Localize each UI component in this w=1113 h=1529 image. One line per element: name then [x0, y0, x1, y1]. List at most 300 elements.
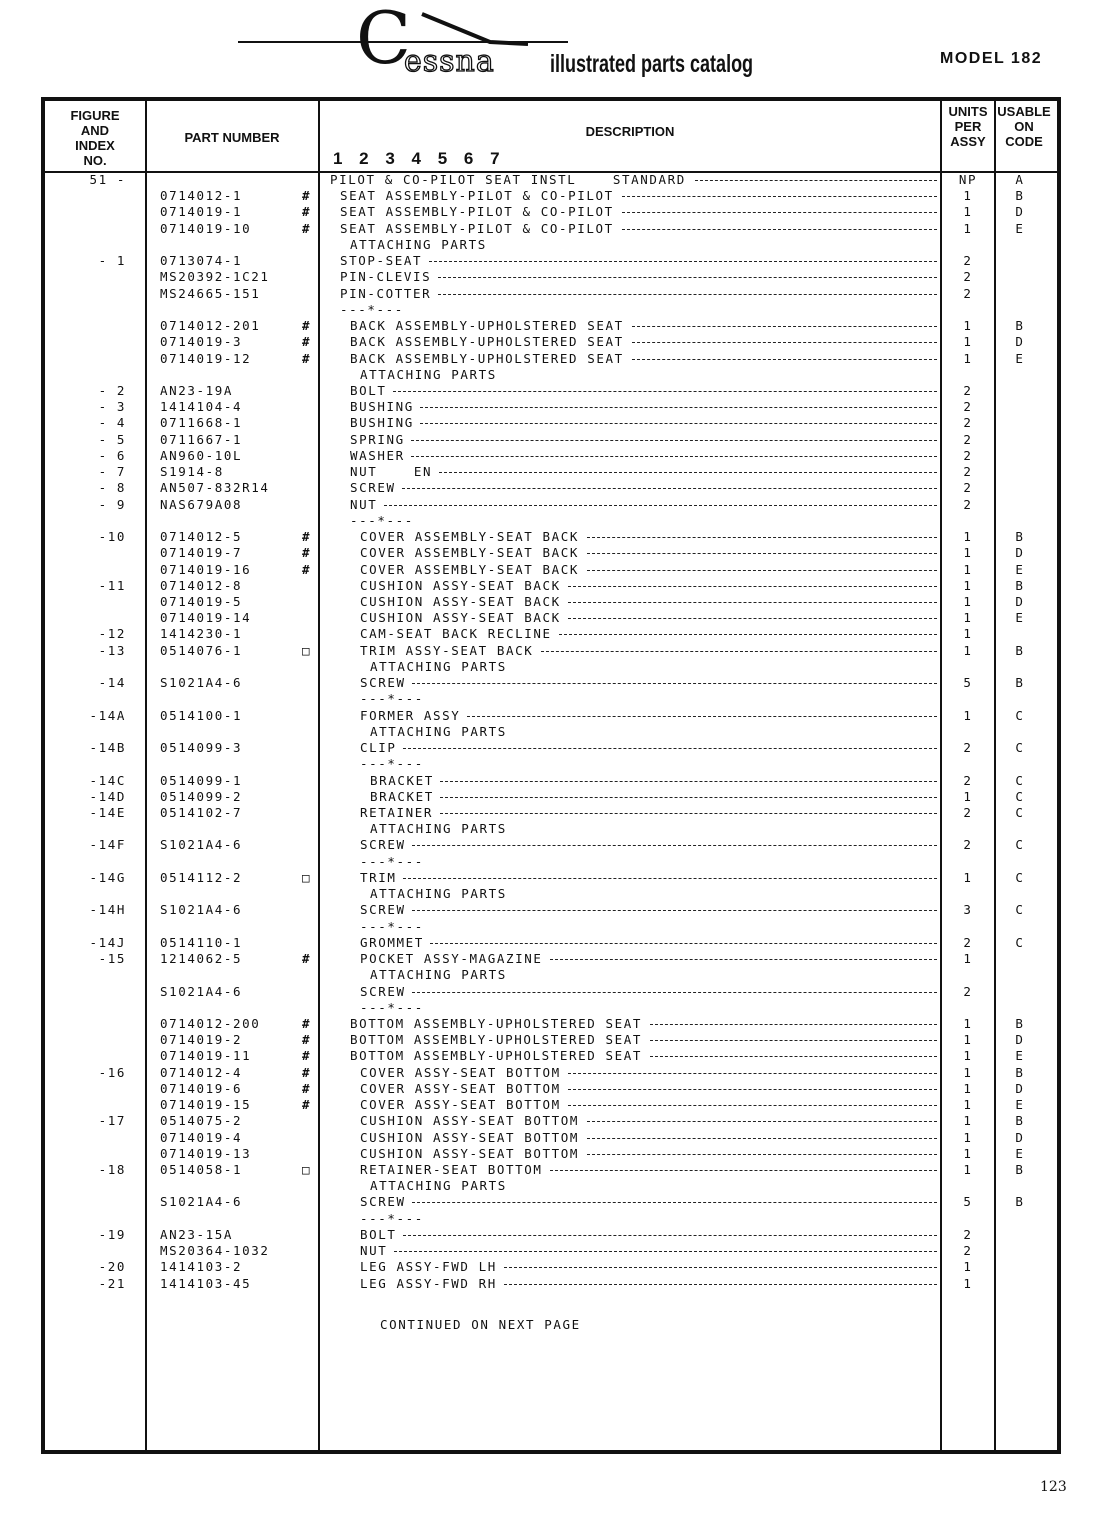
- part-number: 0714012-4: [160, 1064, 243, 1080]
- leader-dashes: [650, 1056, 937, 1057]
- usable-on-code: E: [1015, 1097, 1025, 1113]
- part-description: ATTACHING PARTS: [370, 886, 507, 902]
- part-number: S1021A4-6: [160, 983, 243, 999]
- part-number: 0514075-2: [160, 1113, 243, 1129]
- part-number: 0714019-2: [160, 1032, 243, 1048]
- units-per-assy: 2: [963, 431, 973, 447]
- figure-index: - 7: [98, 464, 126, 480]
- part-number: S1914-8: [160, 464, 224, 480]
- col-header-description: DESCRIPTION: [585, 124, 675, 139]
- part-description: SPRING: [350, 431, 405, 447]
- part-number: S1021A4-6: [160, 1194, 243, 1210]
- units-per-assy: 2: [963, 269, 973, 285]
- part-description: SEAT ASSEMBLY-PILOT & CO-PILOT: [340, 188, 614, 204]
- usable-on-code: C: [1015, 707, 1025, 723]
- leader-dashes: [568, 1089, 937, 1090]
- figure-index: -10: [98, 529, 126, 545]
- part-number: MS24665-151: [160, 285, 261, 301]
- part-description: RETAINER: [360, 804, 434, 820]
- units-per-assy: 2: [963, 804, 973, 820]
- col-header-units: UNITS PER ASSY: [948, 104, 988, 149]
- part-number: 1214062-5: [160, 951, 243, 967]
- figure-index: -13: [98, 642, 126, 658]
- figure-index: -14D: [89, 788, 126, 804]
- part-number: MS20364-1032: [160, 1243, 270, 1259]
- part-marker: □: [302, 1162, 312, 1178]
- leader-dashes: [420, 423, 937, 424]
- cessna-swoosh-icon: [420, 12, 530, 46]
- part-description: PILOT & CO-PILOT SEAT INSTL STANDARD: [330, 172, 686, 187]
- figure-index: - 2: [98, 382, 126, 398]
- cessna-logo-initial: C: [356, 0, 412, 80]
- figure-index: - 9: [98, 496, 126, 512]
- leader-dashes: [622, 229, 937, 230]
- usable-on-code: B: [1015, 1113, 1025, 1129]
- part-marker: #: [302, 204, 312, 220]
- part-description: ATTACHING PARTS: [370, 821, 507, 837]
- leader-dashes: [568, 1105, 937, 1106]
- leader-dashes: [429, 261, 937, 262]
- part-number: 0714012-201: [160, 318, 261, 334]
- leader-dashes: [420, 407, 937, 408]
- part-description: SEAT ASSEMBLY-PILOT & CO-PILOT: [340, 220, 614, 236]
- units-per-assy: 1: [963, 350, 973, 366]
- figure-index: - 1: [98, 253, 126, 269]
- part-description: ---*---: [360, 999, 424, 1015]
- part-description: BOTTOM ASSEMBLY-UPHOLSTERED SEAT: [350, 1015, 643, 1031]
- usable-on-code: D: [1015, 1032, 1025, 1048]
- part-description: FORMER ASSY: [360, 707, 461, 723]
- leader-dashes: [587, 570, 937, 571]
- leader-dashes: [632, 342, 937, 343]
- part-description: BOLT: [350, 382, 387, 398]
- units-per-assy: 1: [963, 1129, 973, 1145]
- part-number: 0713074-1: [160, 253, 243, 269]
- part-number: 0714019-14: [160, 610, 252, 626]
- usable-on-code: D: [1015, 334, 1025, 350]
- leader-dashes: [402, 488, 937, 489]
- part-description: WASHER: [350, 447, 405, 463]
- leader-dashes: [632, 359, 937, 360]
- part-description: LEG ASSY-FWD LH: [360, 1259, 497, 1275]
- units-per-assy: 2: [963, 253, 973, 269]
- part-number: 0714019-13: [160, 1145, 252, 1161]
- leader-dashes: [504, 1284, 937, 1285]
- units-per-assy: NP: [958, 172, 978, 187]
- usable-on-code: B: [1015, 318, 1025, 334]
- part-number: 1414230-1: [160, 626, 243, 642]
- figure-index: -14: [98, 675, 126, 691]
- part-description: PIN-CLEVIS: [340, 269, 432, 285]
- part-description: SCREW: [360, 837, 406, 853]
- part-description: ---*---: [360, 756, 424, 772]
- units-per-assy: 2: [963, 447, 973, 463]
- catalog-subtitle: illustrated parts catalog: [550, 50, 754, 78]
- leader-dashes: [438, 294, 937, 295]
- figure-index: - 3: [98, 399, 126, 415]
- part-description: BRACKET: [370, 772, 434, 788]
- units-per-assy: 2: [963, 496, 973, 512]
- leader-dashes: [412, 1202, 937, 1203]
- part-description: ---*---: [350, 512, 414, 528]
- part-description: ---*---: [360, 853, 424, 869]
- leader-dashes: [412, 910, 937, 911]
- part-marker: #: [302, 334, 312, 350]
- usable-on-code: D: [1015, 545, 1025, 561]
- part-number: 0714012-1: [160, 188, 243, 204]
- part-description: CAM-SEAT BACK RECLINE: [360, 626, 552, 642]
- units-per-assy: 1: [963, 642, 973, 658]
- part-number: 0714019-5: [160, 593, 243, 609]
- part-marker: #: [302, 1097, 312, 1113]
- usable-on-code: D: [1015, 593, 1025, 609]
- figure-index: -14J: [89, 934, 126, 950]
- leader-dashes: [587, 1154, 937, 1155]
- part-marker: #: [302, 1015, 312, 1031]
- part-number: 0514099-2: [160, 788, 243, 804]
- figure-index: -16: [98, 1064, 126, 1080]
- part-number: 0514110-1: [160, 934, 243, 950]
- figure-index: 51 -: [89, 172, 126, 187]
- leader-dashes: [403, 1235, 937, 1236]
- part-description: SCREW: [350, 480, 396, 496]
- units-per-assy: 2: [963, 1226, 973, 1242]
- part-number: 0514102-7: [160, 804, 243, 820]
- part-description: ---*---: [360, 918, 424, 934]
- units-per-assy: 2: [963, 983, 973, 999]
- units-per-assy: 5: [963, 675, 973, 691]
- part-marker: #: [302, 529, 312, 545]
- usable-on-code: C: [1015, 837, 1025, 853]
- part-description: CLIP: [360, 740, 397, 756]
- part-marker: #: [302, 1032, 312, 1048]
- usable-on-code: E: [1015, 610, 1025, 626]
- units-per-assy: 1: [963, 561, 973, 577]
- leader-dashes: [650, 1024, 937, 1025]
- leader-dashes: [440, 813, 937, 814]
- usable-on-code: C: [1015, 740, 1025, 756]
- part-marker: #: [302, 951, 312, 967]
- part-marker: #: [302, 561, 312, 577]
- leader-dashes: [393, 391, 937, 392]
- part-description: RETAINER-SEAT BOTTOM: [360, 1162, 543, 1178]
- units-per-assy: 1: [963, 1064, 973, 1080]
- leader-dashes: [439, 472, 937, 473]
- part-description: CUSHION ASSY-SEAT BACK: [360, 610, 561, 626]
- part-description: NUT: [360, 1243, 388, 1259]
- part-description: COVER ASSEMBLY-SEAT BACK: [360, 561, 580, 577]
- part-description: SCREW: [360, 1194, 406, 1210]
- part-description: ---*---: [340, 301, 404, 317]
- cessna-logo-word: essna: [404, 44, 495, 79]
- part-description: NUT EN: [350, 464, 433, 480]
- part-description: PIN-COTTER: [340, 285, 432, 301]
- part-description: GROMMET: [360, 934, 424, 950]
- part-description: SCREW: [360, 983, 406, 999]
- figure-index: -11: [98, 577, 126, 593]
- units-per-assy: 1: [963, 220, 973, 236]
- figure-index: -14B: [89, 740, 126, 756]
- part-number: S1021A4-6: [160, 837, 243, 853]
- leader-dashes: [568, 602, 937, 603]
- part-number: NAS679A08: [160, 496, 243, 512]
- figure-index: -19: [98, 1226, 126, 1242]
- part-description: ATTACHING PARTS: [360, 366, 497, 382]
- part-number: 0714012-200: [160, 1015, 261, 1031]
- usable-on-code: C: [1015, 804, 1025, 820]
- part-description: CUSHION ASSY-SEAT BOTTOM: [360, 1129, 580, 1145]
- part-marker: #: [302, 188, 312, 204]
- units-per-assy: 1: [963, 318, 973, 334]
- part-description: LEG ASSY-FWD RH: [360, 1275, 497, 1291]
- units-per-assy: 1: [963, 1080, 973, 1096]
- part-description: COVER ASSY-SEAT BOTTOM: [360, 1097, 561, 1113]
- usable-on-code: D: [1015, 204, 1025, 220]
- part-description: BACK ASSEMBLY-UPHOLSTERED SEAT: [350, 334, 624, 350]
- units-per-assy: 1: [963, 1015, 973, 1031]
- units-per-assy: 1: [963, 593, 973, 609]
- units-per-assy: 2: [963, 837, 973, 853]
- part-number: 0514112-2: [160, 869, 243, 885]
- part-number: 0714019-1: [160, 204, 243, 220]
- usable-on-code: D: [1015, 1129, 1025, 1145]
- usable-on-code: E: [1015, 350, 1025, 366]
- usable-on-code: C: [1015, 788, 1025, 804]
- units-per-assy: 2: [963, 934, 973, 950]
- part-number: 0714019-7: [160, 545, 243, 561]
- units-per-assy: 2: [963, 772, 973, 788]
- part-number: AN23-15A: [160, 1226, 234, 1242]
- units-per-assy: 1: [963, 1097, 973, 1113]
- leader-dashes: [411, 440, 937, 441]
- model-label: MODEL 182: [940, 50, 1043, 67]
- figure-index: -21: [98, 1275, 126, 1291]
- part-number: 1414103-45: [160, 1275, 252, 1291]
- units-per-assy: 1: [963, 1275, 973, 1291]
- col-header-code: USABLE ON CODE: [997, 104, 1051, 149]
- leader-dashes: [650, 1040, 937, 1041]
- leader-dashes: [559, 634, 937, 635]
- part-number: 0711667-1: [160, 431, 243, 447]
- col-divider-units: [994, 99, 996, 1452]
- usable-on-code: E: [1015, 1145, 1025, 1161]
- units-per-assy: 1: [963, 951, 973, 967]
- figure-index: -20: [98, 1259, 126, 1275]
- col-divider-figure: [145, 99, 147, 1452]
- part-number: 0714019-16: [160, 561, 252, 577]
- leader-dashes: [412, 992, 937, 993]
- figure-index: -14G: [89, 869, 126, 885]
- part-number: 0514058-1: [160, 1162, 243, 1178]
- part-description: BOLT: [360, 1226, 397, 1242]
- units-per-assy: 3: [963, 902, 973, 918]
- units-per-assy: 1: [963, 788, 973, 804]
- part-description: CUSHION ASSY-SEAT BACK: [360, 577, 561, 593]
- part-description: ---*---: [360, 691, 424, 707]
- usable-on-code: B: [1015, 529, 1025, 545]
- part-number: 1414104-4: [160, 399, 243, 415]
- leader-dashes: [550, 959, 937, 960]
- part-number: AN960-10L: [160, 447, 243, 463]
- figure-index: -18: [98, 1162, 126, 1178]
- leader-dashes: [438, 277, 937, 278]
- part-number: AN23-19A: [160, 382, 234, 398]
- part-description: TRIM: [360, 869, 397, 885]
- units-per-assy: 1: [963, 1162, 973, 1178]
- col-divider-part: [318, 99, 320, 1452]
- leader-dashes: [440, 797, 937, 798]
- units-per-assy: 1: [963, 545, 973, 561]
- part-number: 0714019-12: [160, 350, 252, 366]
- figure-index: -17: [98, 1113, 126, 1129]
- part-description: COVER ASSY-SEAT BOTTOM: [360, 1064, 561, 1080]
- part-description: SCREW: [360, 675, 406, 691]
- part-marker: #: [302, 220, 312, 236]
- part-description: STOP-SEAT: [340, 253, 423, 269]
- part-number: 0714019-10: [160, 220, 252, 236]
- part-description: CUSHION ASSY-SEAT BOTTOM: [360, 1113, 580, 1129]
- usable-on-code: B: [1015, 1162, 1025, 1178]
- leader-dashes: [412, 845, 937, 846]
- figure-index: -14A: [89, 707, 126, 723]
- units-per-assy: 1: [963, 626, 973, 642]
- part-description: BACK ASSEMBLY-UPHOLSTERED SEAT: [350, 350, 624, 366]
- part-description: SEAT ASSEMBLY-PILOT & CO-PILOT: [340, 204, 614, 220]
- units-per-assy: 1: [963, 1032, 973, 1048]
- usable-on-code: B: [1015, 642, 1025, 658]
- units-per-assy: 2: [963, 464, 973, 480]
- units-per-assy: 1: [963, 707, 973, 723]
- units-per-assy: 1: [963, 610, 973, 626]
- leader-dashes: [504, 1267, 937, 1268]
- part-number: 0711668-1: [160, 415, 243, 431]
- part-marker: □: [302, 869, 312, 885]
- leader-dashes: [568, 1073, 937, 1074]
- units-per-assy: 2: [963, 382, 973, 398]
- units-per-assy: 2: [963, 1243, 973, 1259]
- leader-dashes: [632, 326, 937, 327]
- usable-on-code: C: [1015, 772, 1025, 788]
- part-number: 0514099-3: [160, 740, 243, 756]
- leader-dashes: [587, 1121, 937, 1122]
- part-description: BACK ASSEMBLY-UPHOLSTERED SEAT: [350, 318, 624, 334]
- units-per-assy: 2: [963, 285, 973, 301]
- units-per-assy: 1: [963, 577, 973, 593]
- part-number: 0514100-1: [160, 707, 243, 723]
- part-marker: #: [302, 1080, 312, 1096]
- leader-dashes: [541, 651, 937, 652]
- leader-dashes: [403, 748, 937, 749]
- part-description: TRIM ASSY-SEAT BACK: [360, 642, 534, 658]
- part-description: BOTTOM ASSEMBLY-UPHOLSTERED SEAT: [350, 1032, 643, 1048]
- part-description: ATTACHING PARTS: [370, 1178, 507, 1194]
- part-marker: #: [302, 545, 312, 561]
- part-description: BRACKET: [370, 788, 434, 804]
- usable-on-code: B: [1015, 1064, 1025, 1080]
- leader-dashes: [550, 1170, 937, 1171]
- indent-level-digits: 1 2 3 4 5 6 7: [333, 149, 506, 168]
- units-per-assy: 1: [963, 1259, 973, 1275]
- leader-dashes: [430, 943, 937, 944]
- figure-index: -14C: [89, 772, 126, 788]
- part-description: ATTACHING PARTS: [370, 723, 507, 739]
- part-marker: #: [302, 1064, 312, 1080]
- figure-index: - 8: [98, 480, 126, 496]
- units-per-assy: 1: [963, 1145, 973, 1161]
- part-marker: □: [302, 642, 312, 658]
- units-per-assy: 2: [963, 415, 973, 431]
- part-description: COVER ASSEMBLY-SEAT BACK: [360, 545, 580, 561]
- part-number: S1021A4-6: [160, 902, 243, 918]
- leader-dashes: [568, 586, 937, 587]
- figure-index: - 5: [98, 431, 126, 447]
- usable-on-code: C: [1015, 934, 1025, 950]
- leader-dashes: [411, 456, 937, 457]
- usable-on-code: C: [1015, 869, 1025, 885]
- units-per-assy: 1: [963, 188, 973, 204]
- leader-dashes: [394, 1251, 937, 1252]
- part-number: S1021A4-6: [160, 675, 243, 691]
- figure-index: - 6: [98, 447, 126, 463]
- part-description: CUSHION ASSY-SEAT BACK: [360, 593, 561, 609]
- leader-dashes: [622, 212, 937, 213]
- usable-on-code: E: [1015, 220, 1025, 236]
- usable-on-code: E: [1015, 561, 1025, 577]
- usable-on-code: C: [1015, 902, 1025, 918]
- usable-on-code: B: [1015, 1015, 1025, 1031]
- usable-on-code: B: [1015, 577, 1025, 593]
- figure-index: -15: [98, 951, 126, 967]
- leader-dashes: [568, 618, 937, 619]
- part-number: AN507-832R14: [160, 480, 270, 496]
- figure-index: - 4: [98, 415, 126, 431]
- part-description: BOTTOM ASSEMBLY-UPHOLSTERED SEAT: [350, 1048, 643, 1064]
- part-marker: #: [302, 318, 312, 334]
- part-number: 0714012-5: [160, 529, 243, 545]
- part-description: ATTACHING PARTS: [350, 236, 487, 252]
- part-description: NUT: [350, 496, 378, 512]
- part-description: ---*---: [360, 1210, 424, 1226]
- leader-dashes: [695, 180, 937, 181]
- leader-dashes: [587, 553, 937, 554]
- units-per-assy: 1: [963, 529, 973, 545]
- units-per-assy: 2: [963, 480, 973, 496]
- usable-on-code: E: [1015, 1048, 1025, 1064]
- col-header-part: PART NUMBER: [184, 130, 280, 145]
- part-number: 0714019-4: [160, 1129, 243, 1145]
- part-description: COVER ASSEMBLY-SEAT BACK: [360, 529, 580, 545]
- leader-dashes: [384, 505, 937, 506]
- units-per-assy: 2: [963, 740, 973, 756]
- units-per-assy: 1: [963, 869, 973, 885]
- part-description: ATTACHING PARTS: [370, 658, 507, 674]
- usable-on-code: B: [1015, 1194, 1025, 1210]
- part-number: 1414103-2: [160, 1259, 243, 1275]
- part-marker: #: [302, 1048, 312, 1064]
- leader-dashes: [622, 196, 937, 197]
- col-divider-desc: [940, 99, 942, 1452]
- figure-index: -14H: [89, 902, 126, 918]
- part-description: POCKET ASSY-MAGAZINE: [360, 951, 543, 967]
- col-header-figure: FIGURE AND INDEX NO.: [70, 108, 120, 168]
- units-per-assy: 1: [963, 334, 973, 350]
- usable-on-code: A: [1015, 172, 1025, 187]
- part-description: CUSHION ASSY-SEAT BOTTOM: [360, 1145, 580, 1161]
- part-marker: #: [302, 350, 312, 366]
- leader-dashes: [467, 716, 937, 717]
- part-description: COVER ASSY-SEAT BOTTOM: [360, 1080, 561, 1096]
- part-description: BUSHING: [350, 415, 414, 431]
